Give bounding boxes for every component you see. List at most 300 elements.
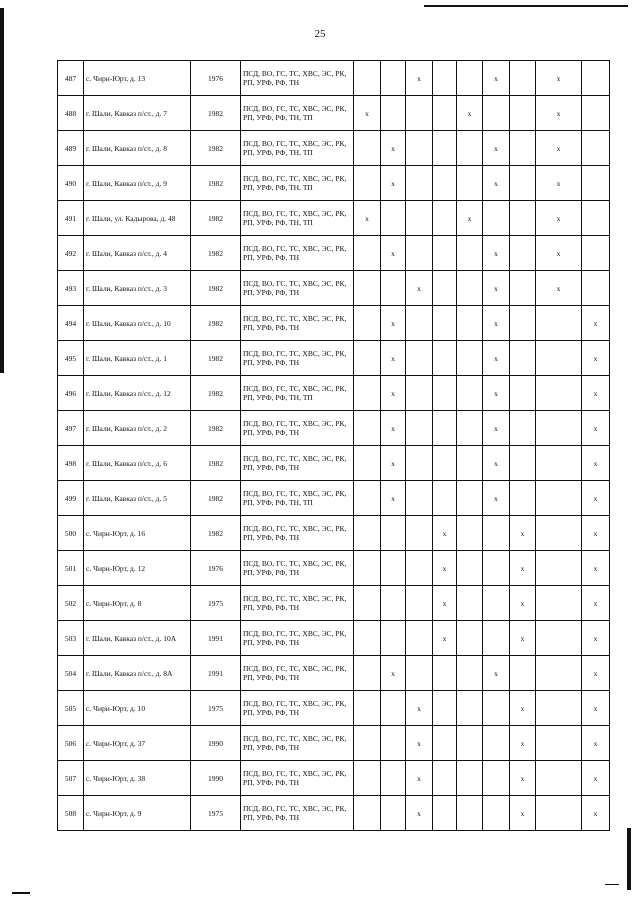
mark-cell: x	[354, 201, 381, 236]
mark-cell: x	[582, 411, 610, 446]
mark-cell	[536, 656, 582, 691]
table-row	[58, 61, 610, 96]
systems-list-cell: ПСД, ВО, ГС, ТС, ХВС, ЭС, РК, РП, УРФ, РФ, ТН	[241, 411, 354, 446]
systems-list-cell: ПСД, ВО, ГС, ТС, ХВС, ЭС, РК, РП, УРФ, РФ, ТН	[241, 586, 354, 621]
mark-cell	[354, 481, 381, 516]
build-year-cell: 1982	[191, 341, 241, 376]
mark-cell	[354, 236, 381, 271]
mark-cell	[433, 376, 457, 411]
mark-cell	[510, 446, 536, 481]
mark-cell: x	[483, 236, 510, 271]
systems-list-cell: ПСД, ВО, ГС, ТС, ХВС, ЭС, РК, РП, УРФ, РФ, ТН	[241, 726, 354, 761]
mark-cell	[457, 621, 483, 656]
scan-bottom-tick	[12, 892, 30, 894]
mark-cell	[510, 61, 536, 96]
mark-cell: x	[406, 691, 433, 726]
address-cell: г. Шали, Кавказ п/ст., д. 5	[84, 481, 191, 516]
mark-cell	[483, 761, 510, 796]
table-row	[58, 621, 610, 656]
table-row	[58, 96, 610, 131]
systems-list-cell: ПСД, ВО, ГС, ТС, ХВС, ЭС, РК, РП, УРФ, РФ, ТН, ТП	[241, 166, 354, 201]
mark-cell	[457, 481, 483, 516]
mark-cell	[406, 586, 433, 621]
build-year-cell: 1976	[191, 61, 241, 96]
table-row	[58, 691, 610, 726]
mark-cell: x	[536, 271, 582, 306]
mark-cell	[381, 621, 406, 656]
mark-cell	[457, 166, 483, 201]
mark-cell	[406, 656, 433, 691]
mark-cell	[433, 61, 457, 96]
mark-cell	[483, 551, 510, 586]
systems-list-cell: ПСД, ВО, ГС, ТС, ХВС, ЭС, РК, РП, УРФ, РФ, ТН	[241, 236, 354, 271]
mark-cell	[433, 481, 457, 516]
mark-cell	[381, 761, 406, 796]
mark-cell	[536, 411, 582, 446]
address-cell: г. Шали, Кавказ п/ст., д. 2	[84, 411, 191, 446]
build-year-cell: 1976	[191, 551, 241, 586]
mark-cell: x	[536, 236, 582, 271]
mark-cell: x	[510, 796, 536, 831]
mark-cell	[433, 166, 457, 201]
mark-cell: x	[582, 516, 610, 551]
mark-cell	[536, 551, 582, 586]
mark-cell	[582, 131, 610, 166]
address-cell: г. Шали, Кавказ п/ст., д. 4	[84, 236, 191, 271]
mark-cell	[406, 96, 433, 131]
mark-cell	[381, 201, 406, 236]
mark-cell: x	[582, 621, 610, 656]
row-number-cell: 490	[58, 166, 84, 201]
mark-cell	[433, 131, 457, 166]
mark-cell: x	[483, 656, 510, 691]
mark-cell	[457, 411, 483, 446]
mark-cell	[510, 201, 536, 236]
mark-cell	[354, 411, 381, 446]
mark-cell	[457, 586, 483, 621]
build-year-cell: 1982	[191, 306, 241, 341]
mark-cell: x	[536, 96, 582, 131]
mark-cell	[457, 761, 483, 796]
mark-cell: x	[483, 376, 510, 411]
address-cell: с. Чири-Юрт, д. 9	[84, 796, 191, 831]
mark-cell	[457, 656, 483, 691]
table-row	[58, 201, 610, 236]
scan-right-tick	[605, 884, 619, 885]
mark-cell	[354, 166, 381, 201]
mark-cell	[457, 61, 483, 96]
build-year-cell: 1975	[191, 586, 241, 621]
mark-cell	[457, 726, 483, 761]
mark-cell: x	[406, 761, 433, 796]
mark-cell	[457, 691, 483, 726]
table-row	[58, 236, 610, 271]
address-cell: с. Чири-Юрт, д. 16	[84, 516, 191, 551]
mark-cell	[510, 341, 536, 376]
address-cell: г. Шали, Кавказ п/ст., д. 12	[84, 376, 191, 411]
mark-cell	[433, 271, 457, 306]
build-year-cell: 1982	[191, 271, 241, 306]
systems-list-cell: ПСД, ВО, ГС, ТС, ХВС, ЭС, РК, РП, УРФ, РФ, ТН	[241, 516, 354, 551]
build-year-cell: 1975	[191, 691, 241, 726]
scan-edge-mark-right	[627, 828, 631, 890]
row-number-cell: 500	[58, 516, 84, 551]
mark-cell	[406, 131, 433, 166]
mark-cell	[433, 691, 457, 726]
address-cell: с. Чири-Юрт, д. 13	[84, 61, 191, 96]
row-number-cell: 497	[58, 411, 84, 446]
mark-cell	[510, 376, 536, 411]
mark-cell	[457, 131, 483, 166]
mark-cell: x	[582, 341, 610, 376]
mark-cell: x	[582, 306, 610, 341]
table-row	[58, 131, 610, 166]
mark-cell: x	[457, 96, 483, 131]
mark-cell: x	[483, 446, 510, 481]
mark-cell: x	[582, 796, 610, 831]
mark-cell: x	[406, 61, 433, 96]
mark-cell: x	[483, 411, 510, 446]
mark-cell: x	[433, 516, 457, 551]
mark-cell	[354, 271, 381, 306]
address-cell: г. Шали, Кавказ п/ст., д. 7	[84, 96, 191, 131]
row-number-cell: 503	[58, 621, 84, 656]
table-row	[58, 341, 610, 376]
row-number-cell: 496	[58, 376, 84, 411]
mark-cell: x	[381, 306, 406, 341]
mark-cell	[536, 761, 582, 796]
systems-list-cell: ПСД, ВО, ГС, ТС, ХВС, ЭС, РК, РП, УРФ, РФ, ТН, ТП	[241, 131, 354, 166]
address-cell: с. Чири-Юрт, д. 10	[84, 691, 191, 726]
mark-cell	[457, 236, 483, 271]
mark-cell: x	[406, 271, 433, 306]
address-cell: г. Шали, Кавказ п/ст., д. 10	[84, 306, 191, 341]
mark-cell: x	[483, 306, 510, 341]
mark-cell: x	[582, 726, 610, 761]
systems-list-cell: ПСД, ВО, ГС, ТС, ХВС, ЭС, РК, РП, УРФ, РФ, ТН	[241, 656, 354, 691]
mark-cell	[381, 61, 406, 96]
mark-cell	[510, 306, 536, 341]
mark-cell	[457, 306, 483, 341]
table-row	[58, 726, 610, 761]
mark-cell	[582, 166, 610, 201]
row-number-cell: 488	[58, 96, 84, 131]
mark-cell	[582, 61, 610, 96]
build-year-cell: 1982	[191, 481, 241, 516]
mark-cell	[354, 586, 381, 621]
mark-cell	[510, 236, 536, 271]
mark-cell: x	[510, 621, 536, 656]
table-row	[58, 656, 610, 691]
systems-list-cell: ПСД, ВО, ГС, ТС, ХВС, ЭС, РК, РП, УРФ, РФ, ТН, ТП	[241, 481, 354, 516]
address-cell: г. Шали, ул. Кадырова, д. 48	[84, 201, 191, 236]
mark-cell: x	[406, 796, 433, 831]
mark-cell: x	[582, 376, 610, 411]
systems-list-cell: ПСД, ВО, ГС, ТС, ХВС, ЭС, РК, РП, УРФ, РФ, ТН, ТП	[241, 201, 354, 236]
mark-cell: x	[483, 481, 510, 516]
build-year-cell: 1982	[191, 516, 241, 551]
address-cell: г. Шали, Кавказ п/ст., д. 1	[84, 341, 191, 376]
mark-cell	[483, 726, 510, 761]
mark-cell	[510, 131, 536, 166]
mark-cell: x	[582, 551, 610, 586]
address-cell: с. Чири-Юрт, д. 37	[84, 726, 191, 761]
mark-cell	[510, 271, 536, 306]
mark-cell	[510, 481, 536, 516]
build-year-cell: 1991	[191, 656, 241, 691]
mark-cell	[354, 341, 381, 376]
mark-cell: x	[510, 516, 536, 551]
mark-cell	[536, 621, 582, 656]
mark-cell	[457, 796, 483, 831]
mark-cell	[433, 341, 457, 376]
mark-cell: x	[381, 131, 406, 166]
mark-cell	[510, 411, 536, 446]
mark-cell: x	[381, 376, 406, 411]
mark-cell: x	[582, 446, 610, 481]
systems-list-cell: ПСД, ВО, ГС, ТС, ХВС, ЭС, РК, РП, УРФ, РФ, ТН	[241, 306, 354, 341]
build-year-cell: 1982	[191, 166, 241, 201]
mark-cell	[406, 551, 433, 586]
build-year-cell: 1982	[191, 131, 241, 166]
table-row	[58, 446, 610, 481]
systems-list-cell: ПСД, ВО, ГС, ТС, ХВС, ЭС, РК, РП, УРФ, РФ, ТН	[241, 61, 354, 96]
mark-cell	[406, 376, 433, 411]
mark-cell	[483, 586, 510, 621]
mark-cell: x	[381, 656, 406, 691]
mark-cell: x	[582, 761, 610, 796]
mark-cell	[483, 96, 510, 131]
build-year-cell: 1982	[191, 236, 241, 271]
mark-cell: x	[510, 586, 536, 621]
mark-cell	[381, 796, 406, 831]
mark-cell	[354, 376, 381, 411]
mark-cell	[354, 516, 381, 551]
mark-cell: x	[381, 446, 406, 481]
mark-cell	[483, 621, 510, 656]
mark-cell	[406, 411, 433, 446]
systems-list-cell: ПСД, ВО, ГС, ТС, ХВС, ЭС, РК, РП, УРФ, РФ, ТН, ТП	[241, 96, 354, 131]
address-cell: г. Шали, Кавказ п/ст., д. 10А	[84, 621, 191, 656]
row-number-cell: 507	[58, 761, 84, 796]
table-row	[58, 551, 610, 586]
mark-cell: x	[536, 131, 582, 166]
mark-cell: x	[433, 621, 457, 656]
mark-cell	[582, 96, 610, 131]
mark-cell	[483, 691, 510, 726]
mark-cell: x	[536, 61, 582, 96]
mark-cell	[433, 306, 457, 341]
mark-cell: x	[510, 551, 536, 586]
systems-list-cell: ПСД, ВО, ГС, ТС, ХВС, ЭС, РК, РП, УРФ, РФ, ТН	[241, 796, 354, 831]
mark-cell	[406, 481, 433, 516]
mark-cell	[536, 481, 582, 516]
mark-cell	[510, 166, 536, 201]
mark-cell	[381, 586, 406, 621]
build-year-cell: 1982	[191, 96, 241, 131]
mark-cell	[406, 306, 433, 341]
mark-cell	[406, 341, 433, 376]
address-cell: г. Шали, Кавказ п/ст., д. 8А	[84, 656, 191, 691]
systems-list-cell: ПСД, ВО, ГС, ТС, ХВС, ЭС, РК, РП, УРФ, РФ, ТН	[241, 271, 354, 306]
registry-body	[58, 61, 610, 831]
mark-cell	[433, 761, 457, 796]
mark-cell	[406, 621, 433, 656]
mark-cell: x	[483, 271, 510, 306]
row-number-cell: 508	[58, 796, 84, 831]
mark-cell: x	[582, 481, 610, 516]
systems-list-cell: ПСД, ВО, ГС, ТС, ХВС, ЭС, РК, РП, УРФ, РФ, ТН	[241, 446, 354, 481]
row-number-cell: 506	[58, 726, 84, 761]
mark-cell	[510, 656, 536, 691]
mark-cell	[354, 551, 381, 586]
address-cell: с. Чири-Юрт, д. 38	[84, 761, 191, 796]
row-number-cell: 498	[58, 446, 84, 481]
table-row	[58, 761, 610, 796]
housing-registry-table	[57, 60, 610, 831]
mark-cell	[433, 201, 457, 236]
mark-cell	[536, 376, 582, 411]
build-year-cell: 1982	[191, 201, 241, 236]
mark-cell: x	[381, 481, 406, 516]
mark-cell	[354, 691, 381, 726]
mark-cell: x	[483, 341, 510, 376]
mark-cell: x	[381, 411, 406, 446]
mark-cell: x	[433, 551, 457, 586]
mark-cell	[406, 516, 433, 551]
mark-cell	[433, 656, 457, 691]
scan-top-rule	[424, 5, 628, 7]
row-number-cell: 494	[58, 306, 84, 341]
mark-cell	[510, 96, 536, 131]
address-cell: г. Шали, Кавказ п/ст., д. 3	[84, 271, 191, 306]
table-row	[58, 376, 610, 411]
mark-cell	[406, 236, 433, 271]
mark-cell: x	[381, 166, 406, 201]
systems-list-cell: ПСД, ВО, ГС, ТС, ХВС, ЭС, РК, РП, УРФ, РФ, ТН	[241, 691, 354, 726]
build-year-cell: 1991	[191, 621, 241, 656]
systems-list-cell: ПСД, ВО, ГС, ТС, ХВС, ЭС, РК, РП, УРФ, РФ, ТН	[241, 551, 354, 586]
systems-list-cell: ПСД, ВО, ГС, ТС, ХВС, ЭС, РК, РП, УРФ, РФ, ТН, ТП	[241, 376, 354, 411]
mark-cell	[354, 446, 381, 481]
mark-cell: x	[510, 691, 536, 726]
address-cell: с. Чири-Юрт, д. 8	[84, 586, 191, 621]
mark-cell	[582, 201, 610, 236]
table-row	[58, 271, 610, 306]
mark-cell: x	[381, 236, 406, 271]
build-year-cell: 1982	[191, 446, 241, 481]
row-number-cell: 491	[58, 201, 84, 236]
mark-cell	[406, 166, 433, 201]
table-row	[58, 516, 610, 551]
mark-cell	[457, 271, 483, 306]
mark-cell	[354, 131, 381, 166]
scan-edge-mark	[0, 8, 4, 373]
mark-cell	[536, 726, 582, 761]
row-number-cell: 504	[58, 656, 84, 691]
row-number-cell: 489	[58, 131, 84, 166]
mark-cell	[457, 551, 483, 586]
build-year-cell: 1982	[191, 376, 241, 411]
mark-cell	[433, 796, 457, 831]
mark-cell: x	[536, 201, 582, 236]
mark-cell: x	[354, 96, 381, 131]
mark-cell	[381, 271, 406, 306]
mark-cell	[433, 446, 457, 481]
row-number-cell: 505	[58, 691, 84, 726]
mark-cell	[354, 761, 381, 796]
mark-cell	[354, 61, 381, 96]
mark-cell	[582, 271, 610, 306]
mark-cell	[354, 306, 381, 341]
mark-cell	[381, 96, 406, 131]
row-number-cell: 499	[58, 481, 84, 516]
mark-cell: x	[510, 761, 536, 796]
table-row	[58, 411, 610, 446]
mark-cell	[381, 726, 406, 761]
row-number-cell: 493	[58, 271, 84, 306]
build-year-cell: 1990	[191, 726, 241, 761]
table-row	[58, 166, 610, 201]
mark-cell	[406, 201, 433, 236]
mark-cell: x	[536, 166, 582, 201]
mark-cell	[381, 691, 406, 726]
mark-cell	[354, 656, 381, 691]
mark-cell	[457, 446, 483, 481]
mark-cell	[483, 201, 510, 236]
mark-cell	[536, 691, 582, 726]
mark-cell: x	[483, 61, 510, 96]
mark-cell	[457, 376, 483, 411]
mark-cell: x	[457, 201, 483, 236]
mark-cell	[433, 96, 457, 131]
mark-cell: x	[381, 341, 406, 376]
mark-cell	[433, 236, 457, 271]
mark-cell	[483, 516, 510, 551]
row-number-cell: 487	[58, 61, 84, 96]
row-number-cell: 501	[58, 551, 84, 586]
mark-cell	[381, 516, 406, 551]
mark-cell	[536, 516, 582, 551]
mark-cell	[354, 796, 381, 831]
mark-cell: x	[483, 131, 510, 166]
table-row	[58, 796, 610, 831]
address-cell: г. Шали, Кавказ п/ст., д. 8	[84, 131, 191, 166]
build-year-cell: 1975	[191, 796, 241, 831]
mark-cell	[381, 551, 406, 586]
systems-list-cell: ПСД, ВО, ГС, ТС, ХВС, ЭС, РК, РП, УРФ, РФ, ТН	[241, 341, 354, 376]
mark-cell	[354, 726, 381, 761]
build-year-cell: 1990	[191, 761, 241, 796]
mark-cell	[536, 446, 582, 481]
mark-cell: x	[433, 586, 457, 621]
row-number-cell: 492	[58, 236, 84, 271]
table-row	[58, 481, 610, 516]
address-cell: с. Чири-Юрт, д. 12	[84, 551, 191, 586]
mark-cell	[483, 796, 510, 831]
table-row	[58, 306, 610, 341]
mark-cell: x	[582, 656, 610, 691]
systems-list-cell: ПСД, ВО, ГС, ТС, ХВС, ЭС, РК, РП, УРФ, РФ, ТН	[241, 761, 354, 796]
mark-cell	[354, 621, 381, 656]
row-number-cell: 502	[58, 586, 84, 621]
mark-cell	[536, 341, 582, 376]
row-number-cell: 495	[58, 341, 84, 376]
page-number: 25	[314, 28, 326, 40]
mark-cell: x	[510, 726, 536, 761]
systems-list-cell: ПСД, ВО, ГС, ТС, ХВС, ЭС, РК, РП, УРФ, РФ, ТН	[241, 621, 354, 656]
mark-cell: x	[406, 726, 433, 761]
